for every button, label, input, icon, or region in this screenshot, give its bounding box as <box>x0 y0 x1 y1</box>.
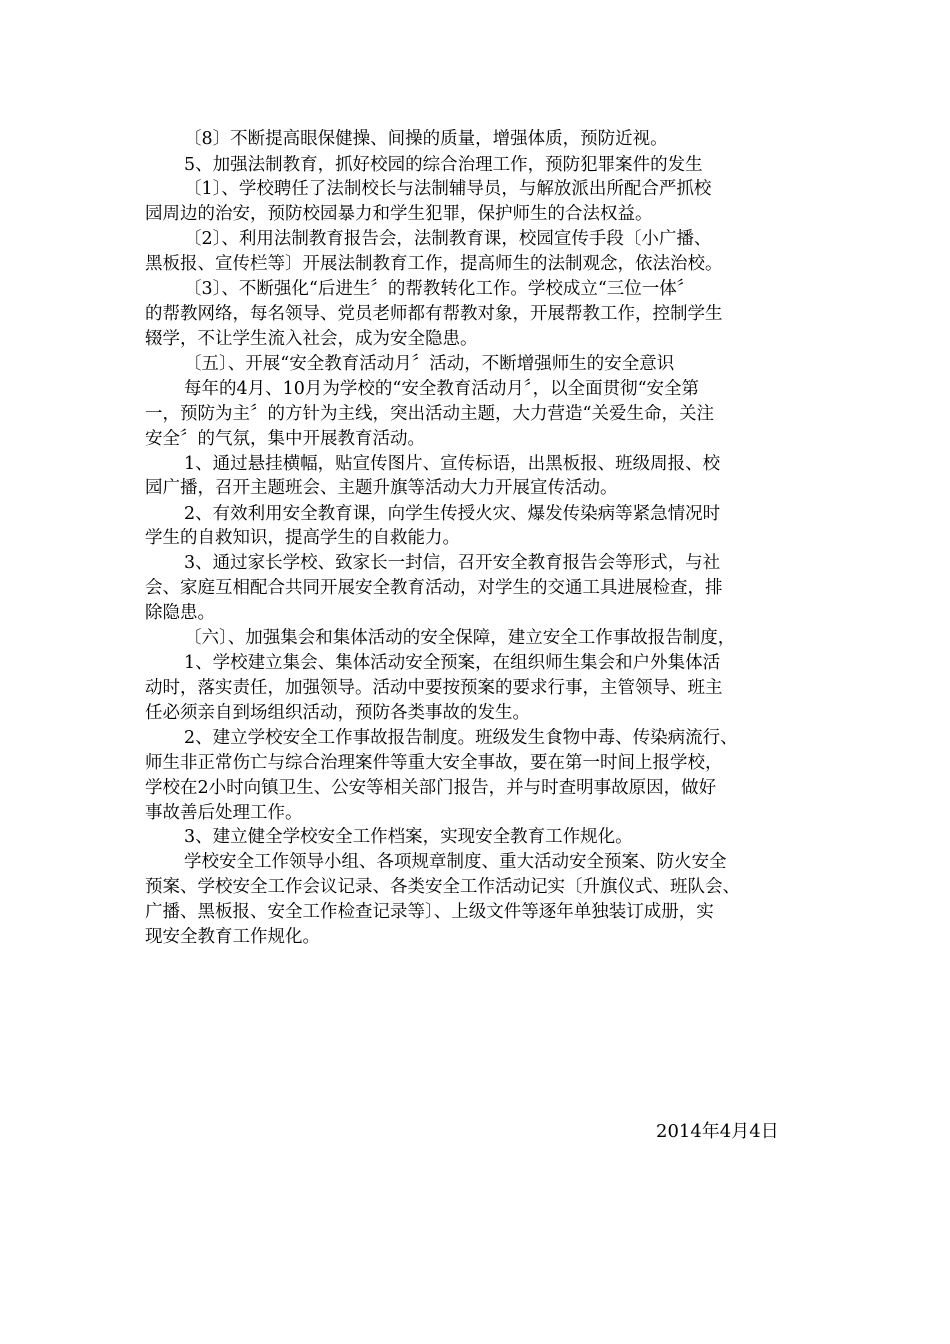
document-date: 2014年4月4日 <box>656 1121 779 1142</box>
text-line: 学生的自救知识，提高学生的自救能力。 <box>145 528 460 548</box>
text-line: 一，预防为主〞的方针为主线，突出活动主题，大力营造“关爱生命，关注 <box>145 404 714 424</box>
text-line: 2、有效利用安全教育课，向学生传授火灾、爆发传染病等紧急情况时 <box>184 504 721 524</box>
text-line: 〔8〕不断提高眼保健操、间操的质量，增强体质，预防近视。 <box>184 129 668 149</box>
text-line: 的帮教网络，每名领导、党员老师都有帮教对象，开展帮教工作，控制学生 <box>145 304 723 324</box>
text-line: 黑板报、宣传栏等〕开展法制教育工作，提高师生的法制观念，依法治校。 <box>145 254 723 274</box>
text-line: 园周边的治安，预防校园暴力和学生犯罪，保护师生的合法权益。 <box>145 204 653 224</box>
text-line: 预案、学校安全工作会议记录、各类安全工作活动记实〔升旗仪式、班队会、 <box>145 877 740 897</box>
text-line: 3、建立健全学校安全工作档案，实现安全教育工作规化。 <box>184 827 633 847</box>
text-line: 广播、黑板报、安全工作检查记录等〕、上级文件等逐年单独装订成册，实 <box>145 902 714 922</box>
text-line: 〔3〕、不断强化“后进生〞的帮教转化工作。学校成立“三位一体〞 <box>184 279 695 299</box>
section-heading: 〔六〕、加强集会和集体活动的安全保障，建立安全工作事故报告制度， <box>184 628 736 648</box>
text-line: 〔1〕、学校聘任了法制校长与法制辅导员，与解放派出所配合严抓校 <box>184 179 712 199</box>
text-line: 每年的4月、10月为学校的“安全教育活动月〞，以全面贯彻“安全第 <box>184 379 700 399</box>
text-line: 师生非正常伤亡与综合治理案件等重大安全事故，要在第一时间上报学校， <box>145 753 723 773</box>
text-line: 1、通过悬挂横幅，贴宣传图片、宣传标语，出黑板报、班级周报、校 <box>184 454 721 474</box>
text-line: 事故善后处理工作。 <box>145 803 303 823</box>
text-line: 学校安全工作领导小组、各项规章制度、重大活动安全预案、防火安全 <box>184 852 727 872</box>
text-line: 现安全教育工作规化。 <box>145 927 320 947</box>
section-heading: 5、加强法制教育，抓好校园的综合治理工作，预防犯罪案件的发生 <box>184 155 703 175</box>
text-line: 〔2〕、利用法制教育报告会，法制教育课，校园宣传手段〔小广播、 <box>184 229 712 249</box>
section-heading: 〔五〕、开展“安全教育活动月〞活动，不断增强师生的安全意识 <box>184 354 675 374</box>
text-line: 任必须亲自到场组织活动，预防各类事故的发生。 <box>145 703 530 723</box>
text-line: 动时，落实责任，加强领导。活动中要按预案的要求行事，主管领导、班主 <box>145 678 723 698</box>
text-line: 学校在2小时向镇卫生、公安等相关部门报告，并与时查明事故原因，做好 <box>145 778 717 798</box>
text-line: 安全〞的气氛，集中开展教育活动。 <box>145 429 425 449</box>
text-line: 1、学校建立集会、集体活动安全预案，在组织师生集会和户外集体活 <box>184 653 721 673</box>
text-line: 辍学，不让学生流入社会，成为安全隐患。 <box>145 329 478 349</box>
text-line: 园广播，召开主题班会、主题升旗等活动大力开展宣传活动。 <box>145 478 618 498</box>
text-line: 3、通过家长学校、致家长一封信，召开安全教育报告会等形式，与社 <box>184 553 721 573</box>
text-line: 除隐患。 <box>145 603 215 623</box>
text-line: 2、建立学校安全工作事故报告制度。班级发生食物中毒、传染病流行、 <box>184 728 738 748</box>
text-line: 会、家庭互相配合共同开展安全教育活动，对学生的交通工具进展检查，排 <box>145 578 723 598</box>
